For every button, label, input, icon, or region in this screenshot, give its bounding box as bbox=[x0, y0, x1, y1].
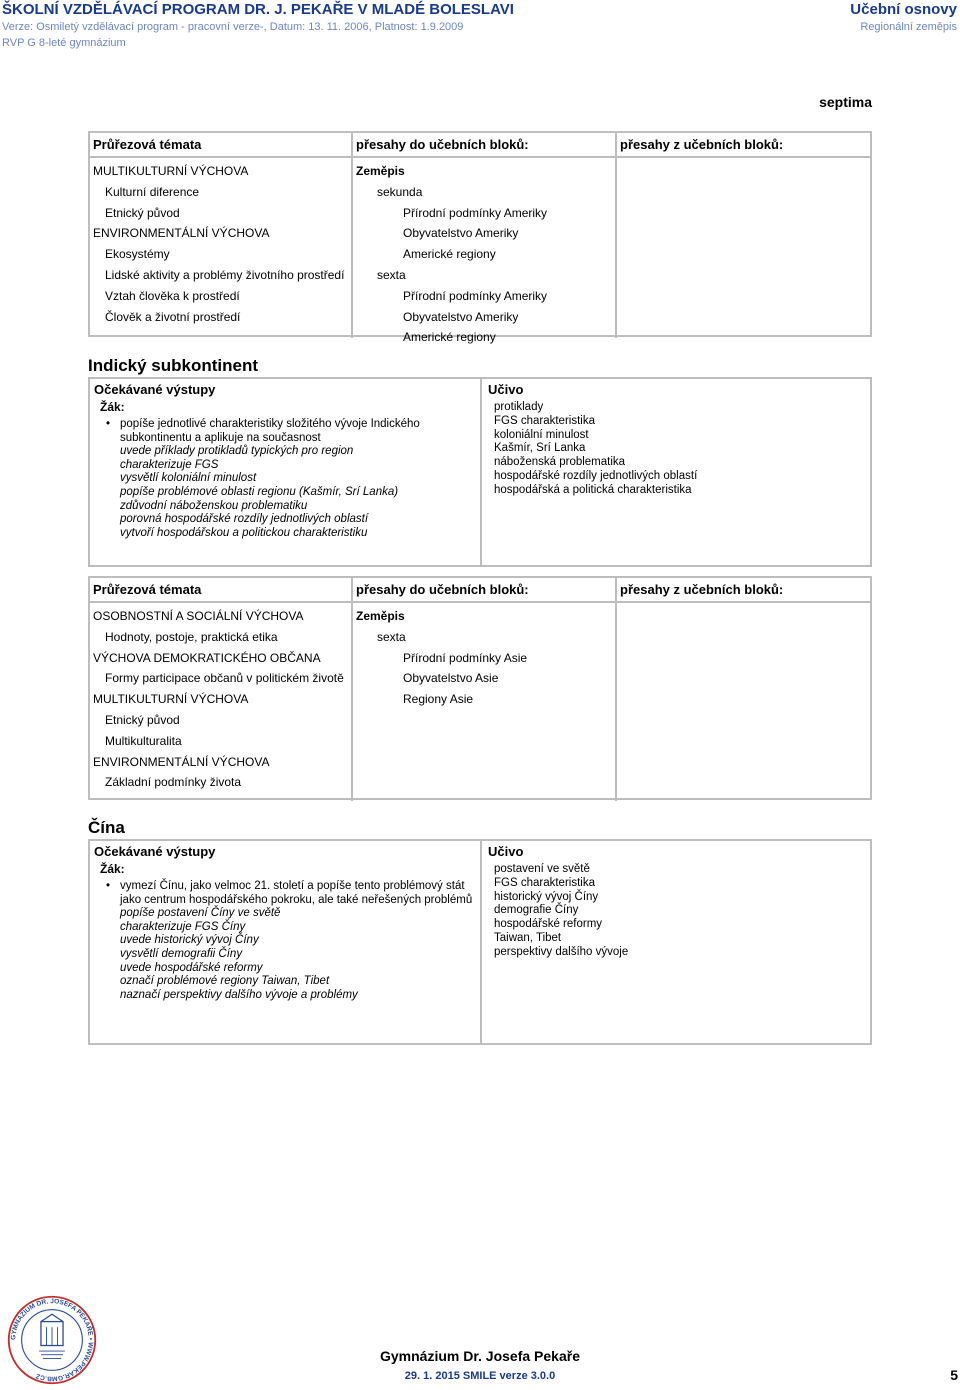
cross-topic-heading: ENVIRONMENTÁLNÍ VÝCHOVA bbox=[93, 754, 270, 769]
curriculum-column bbox=[480, 841, 870, 1043]
curriculum-item: protiklady bbox=[494, 401, 544, 413]
list-item: Regiony Asie bbox=[403, 692, 474, 707]
subject-name: Zeměpis bbox=[356, 609, 405, 623]
curriculum-item: hospodářské reformy bbox=[494, 918, 603, 931]
list-item: sexta bbox=[377, 267, 406, 282]
expected-output-item: vytvoří hospodářskou a politickou charakteristiku bbox=[120, 526, 368, 539]
list-item: Hodnoty, postoje, praktická etika bbox=[105, 629, 278, 644]
overlaps-to-list bbox=[351, 603, 615, 801]
table-body-row bbox=[90, 158, 870, 345]
cross-topics-list bbox=[90, 158, 351, 338]
list-item: Etnický původ bbox=[105, 712, 180, 727]
subject-name: Zeměpis bbox=[356, 164, 405, 178]
section-title-india: Indický subkontinent bbox=[88, 356, 259, 375]
subject-label: Regionální zeměpis bbox=[860, 21, 957, 33]
curriculum-item: Kašmír, Srí Lanka bbox=[494, 442, 586, 455]
curriculum-header: Učivo bbox=[488, 844, 524, 859]
expected-outputs-header: Očekávané výstupy bbox=[94, 844, 216, 859]
expected-outputs-column bbox=[90, 841, 480, 1043]
list-item: Etnický původ bbox=[105, 205, 180, 220]
curriculum-item: perspektivy dalšího vývoje bbox=[494, 945, 629, 958]
expected-output-item: vysvětlí koloniální minulost bbox=[120, 472, 257, 485]
curriculum-item: hospodářské rozdíly jednotlivých oblastí bbox=[494, 469, 698, 482]
header-overlaps-to: přesahy do učebních bloků: bbox=[351, 133, 615, 156]
list-item: Přírodní podmínky Ameriky bbox=[403, 205, 548, 220]
curriculum-column bbox=[480, 379, 870, 565]
expected-output-item: • popíše jednotlivé charakteristiky složitého vývoje Indického subkontinentu a aplikuje na současnost bbox=[94, 418, 476, 445]
curriculum-item: FGS charakteristika bbox=[494, 414, 595, 427]
curriculum-item: Taiwan, Tibet bbox=[494, 931, 562, 944]
rvp-line: RVP G 8-leté gymnázium bbox=[2, 37, 126, 49]
grade-label: septima bbox=[819, 94, 872, 110]
student-label: Žák: bbox=[100, 400, 125, 414]
expected-output-item: popíše postavení Číny ve světě bbox=[120, 907, 281, 920]
expected-output-item: uvede příklady protikladů typických pro region bbox=[120, 445, 354, 458]
cross-topics-table-1 bbox=[88, 131, 872, 345]
outputs-table-china bbox=[88, 839, 872, 1045]
list-item: Obyvatelstvo Ameriky bbox=[403, 226, 519, 241]
list-item: Přírodní podmínky Ameriky bbox=[403, 288, 548, 303]
cross-topic-heading: OSOBNOSTNÍ A SOCIÁLNÍ VÝCHOVA bbox=[93, 609, 304, 623]
expected-output-item: charakterizuje FGS bbox=[120, 458, 219, 471]
list-item: Ekosystémy bbox=[105, 247, 170, 262]
doc-type-label: Učební osnovy bbox=[850, 1, 957, 18]
expected-output-item: porovná hospodářské rozdíly jednotlivých oblastí bbox=[120, 513, 369, 526]
expected-output-item: naznačí perspektivy dalšího vývoje a problémy bbox=[120, 988, 358, 1001]
overlaps-to-list bbox=[351, 158, 615, 345]
list-item: Přírodní podmínky Asie bbox=[403, 650, 528, 665]
cross-topic-heading: MULTIKULTURNÍ VÝCHOVA bbox=[93, 692, 249, 707]
list-item: Multikulturalita bbox=[105, 733, 182, 748]
expected-output-item: zdůvodní náboženskou problematiku bbox=[120, 499, 308, 512]
expected-output-item: popíše problémové oblasti regionu (Kašmír, Srí Lanka) bbox=[120, 485, 399, 498]
expected-output-item: vysvětlí demografii Číny bbox=[120, 947, 243, 960]
table-header-row bbox=[90, 578, 870, 603]
expected-output-item: označí problémové regiony Taiwan, Tibet bbox=[120, 975, 330, 988]
version-line: Verze: Osmiletý vzdělávací program - pracovní verze-, Datum: 13. 11. 2006, Platnost: 1.9.2009 bbox=[2, 21, 464, 33]
curriculum-item: náboženská problematika bbox=[494, 456, 626, 469]
expected-output-item: charakterizuje FGS Číny bbox=[120, 920, 246, 933]
expected-output-item: uvede hospodářské reformy bbox=[120, 961, 263, 974]
header-overlaps-from: přesahy z učebních bloků: bbox=[615, 578, 870, 601]
seal-text: GYMNÁZIUM DR. JOSEFA PEKAŘE • WWW.PEKAR.GMB.CZ bbox=[10, 1298, 94, 1382]
overlaps-from-list bbox=[615, 158, 870, 338]
table-body-row bbox=[90, 603, 870, 801]
list-item: Americké regiony bbox=[403, 247, 496, 262]
expected-outputs-column bbox=[90, 379, 480, 565]
expected-output-item: uvede historický vývoj Číny bbox=[120, 934, 259, 947]
cross-topics-table-2 bbox=[88, 576, 872, 800]
curriculum-item: postavení ve světě bbox=[494, 863, 590, 875]
school-program-title: ŠKOLNÍ VZDĚLÁVACÍ PROGRAM DR. J. PEKAŘE V MLADÉ BOLESLAVI bbox=[2, 1, 514, 18]
cross-topics-list bbox=[90, 603, 351, 801]
curriculum-item: FGS charakteristika bbox=[494, 876, 595, 889]
header-cross-topics: Průřezová témata bbox=[93, 582, 202, 597]
outputs-table-india bbox=[88, 377, 872, 567]
list-item: Člověk a životní prostředí bbox=[105, 309, 241, 324]
cross-topic-heading: MULTIKULTURNÍ VÝCHOVA bbox=[93, 164, 249, 178]
page-number: 5 bbox=[950, 1367, 958, 1383]
section-title-china: Čína bbox=[88, 818, 125, 837]
list-item: Obyvatelstvo Ameriky bbox=[403, 309, 519, 324]
list-item: Vztah člověka k prostředí bbox=[105, 288, 240, 303]
list-item: Lidské aktivity a problémy životního prostředí bbox=[105, 267, 345, 282]
curriculum-item: historický vývoj Číny bbox=[494, 890, 599, 903]
table-header-row bbox=[90, 133, 870, 158]
list-item: sexta bbox=[377, 629, 406, 644]
curriculum-item: demografie Číny bbox=[494, 904, 579, 917]
student-label: Žák: bbox=[100, 862, 125, 876]
list-item: Americké regiony bbox=[403, 330, 496, 345]
list-item: Základní podmínky života bbox=[105, 775, 242, 790]
list-item: Formy participace občanů v politickém životě bbox=[105, 671, 344, 686]
header-overlaps-to: přesahy do učebních bloků: bbox=[351, 578, 615, 601]
list-item: Kulturní diference bbox=[105, 184, 200, 199]
list-item: sekunda bbox=[377, 184, 423, 199]
header-cross-topics: Průřezová témata bbox=[93, 137, 202, 152]
header-overlaps-from: přesahy z učebních bloků: bbox=[615, 133, 870, 156]
footer-date-version: 29. 1. 2015 SMILE verze 3.0.0 bbox=[404, 1370, 556, 1382]
cross-topic-heading: ENVIRONMENTÁLNÍ VÝCHOVA bbox=[93, 226, 270, 241]
curriculum-header: Učivo bbox=[488, 382, 524, 397]
cross-topic-heading: VÝCHOVA DEMOKRATICKÉHO OBČANA bbox=[93, 650, 321, 665]
curriculum-item: koloniální minulost bbox=[494, 428, 589, 441]
expected-outputs-header: Očekávané výstupy bbox=[94, 382, 216, 397]
expected-output-item: • vymezí Čínu, jako velmoc 21. století a popíše tento problémový stát jako centrum hospodářského pokroku, ale také neřešených problémů bbox=[94, 880, 476, 907]
overlaps-from-list bbox=[615, 603, 870, 801]
list-item: Obyvatelstvo Asie bbox=[403, 671, 499, 686]
footer-school-name: Gymnázium Dr. Josefa Pekaře bbox=[380, 1348, 580, 1364]
curriculum-item: hospodářská a politická charakteristika bbox=[494, 483, 692, 496]
